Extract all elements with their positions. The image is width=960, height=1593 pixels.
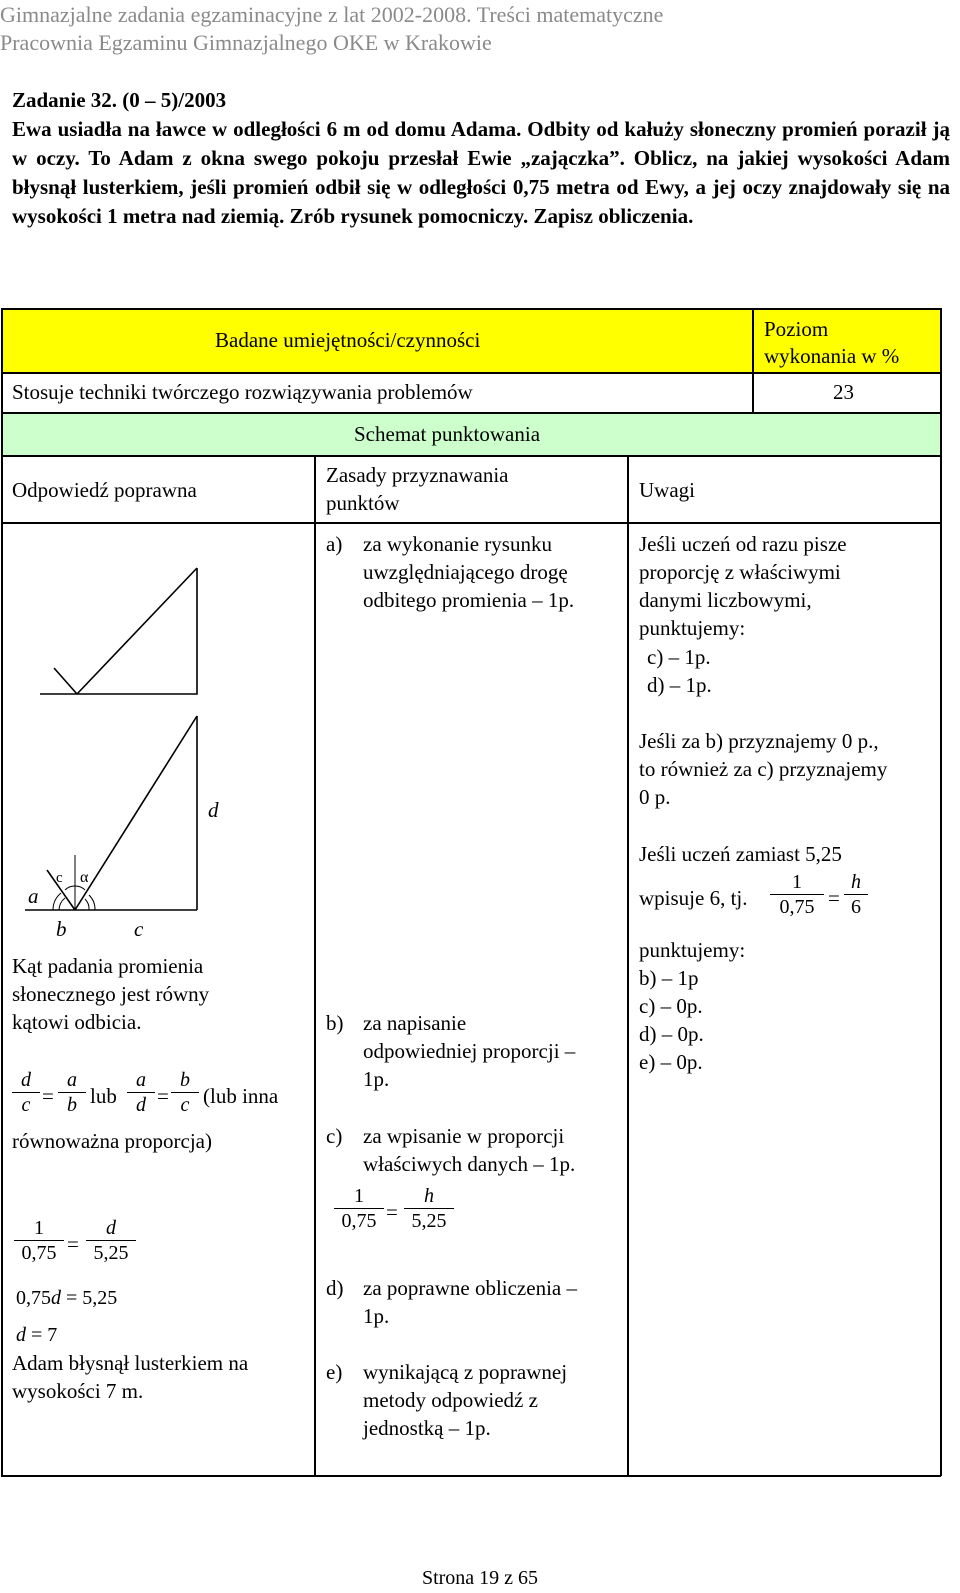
document-header-line1: Gimnazjalne zadania egzaminacyjne z lat 2002-2008. Treści matematyczne — [0, 2, 664, 27]
fig-label-c-small: c — [56, 870, 63, 886]
fig-label-c: c — [134, 917, 144, 941]
answer-column-header: Odpowiedź poprawna — [12, 478, 197, 502]
fig-label-alpha: α — [80, 869, 89, 886]
answer-text-line1: Kąt padania promienia — [12, 954, 204, 978]
notes-column-header: Uwagi — [639, 478, 695, 502]
note1-line3: danymi liczbowymi, — [639, 588, 812, 612]
conclusion-line2: wysokości 7 m. — [12, 1379, 144, 1403]
geometry-figure — [25, 710, 215, 915]
prop-tail: (lub inna — [203, 1084, 279, 1108]
note3-wpisuje: wpisuje 6, tj. — [639, 886, 748, 910]
note2-line1: Jeśli za b) przyznajemy 0 p., — [639, 729, 879, 753]
rule-c-equals: = — [386, 1200, 398, 1224]
page-number: Strona 19 z 65 — [421, 1567, 539, 1589]
note3-item-c: c) – 0p. — [639, 994, 703, 1018]
note3-frac-right: $\frac{h}{6}$ — [844, 870, 868, 919]
fig-label-d: d — [208, 798, 219, 822]
eq1-frac-right: $\frac{d}{5,25}$ — [86, 1216, 136, 1265]
note3-frac-left: $\frac{1}{0,75}$ — [770, 870, 824, 919]
eq1-frac-left: $\frac{1}{0,75}$ — [14, 1216, 64, 1265]
note3-equals: = — [828, 886, 840, 910]
note3-item-d: d) – 0p. — [639, 1022, 704, 1046]
answer-text-line2: słonecznego jest równy — [12, 982, 210, 1006]
prop-eq-2: = — [157, 1084, 169, 1108]
eq1-equals: = — [67, 1232, 79, 1256]
task-title: Zadanie 32. (0 – 5)/2003 — [12, 88, 227, 112]
note1-line2: proporcję z właściwymi — [639, 560, 841, 584]
prop-frac-a-b: $\frac{a}{b}$ — [58, 1068, 86, 1117]
rules-column-header-line1: Zasady przyznawania — [326, 463, 509, 487]
note1-item-c: c) – 1p. — [647, 645, 711, 669]
prop-lub: lub — [90, 1084, 117, 1108]
document-header-line2: Pracownia Egzaminu Gimnazjalnego OKE w Krakowie — [0, 30, 492, 55]
task-block — [12, 86, 950, 231]
conclusion-line1: Adam błysnął lusterkiem na — [12, 1351, 249, 1375]
level-column-header-line2: wykonania w % — [764, 344, 900, 368]
prop-tail-line2: równoważna proporcja) — [12, 1129, 212, 1153]
eq3-line: d = 7 — [16, 1324, 58, 1346]
note2-line3: 0 p. — [639, 785, 671, 809]
rule-c-frac-right: $\frac{h}{5,25}$ — [404, 1184, 454, 1233]
prop-frac-a-d: $\frac{a}{d}$ — [127, 1068, 155, 1117]
fig-label-a: a — [28, 884, 39, 908]
schema-header: Schemat punktowania — [354, 422, 541, 446]
task-body: Ewa usiadła na ławce w odległości 6 m od domu Adama. Odbity od kałuży słoneczny promień poraził ją w oczy. To Adam z okna swego pokoju przesłał Ewie „zajączka”. Oblicz, na jakiej wysokości Adam błysnął lusterkiem, jeśli promień odbił się w odległości 0,75 metra od Ewy, a jej oczy znajdowały się na wysokości 1 metra nad ziemią. Zrób rysunek pomocniczy. Zapisz obliczenia. — [12, 117, 950, 228]
note1-line4: punktujemy: — [639, 616, 746, 640]
fig-label-b: b — [56, 917, 67, 941]
skills-column-header: Badane umiejętności/czynności — [215, 328, 481, 352]
note3-item-e: e) – 0p. — [639, 1050, 703, 1074]
reflection-sketch — [40, 560, 210, 700]
level-column-header-line1: Poziom — [764, 317, 829, 341]
note1-line1: Jeśli uczeń od razu pisze — [639, 532, 847, 556]
eq2-line: 0,75d = 5,25 — [16, 1287, 118, 1309]
prop-frac-b-c: $\frac{b}{c}$ — [171, 1068, 199, 1117]
prop-eq-1: = — [42, 1084, 54, 1108]
note3-punktujemy: punktujemy: — [639, 938, 746, 962]
note3-line1: Jeśli uczeń zamiast 5,25 — [639, 842, 842, 866]
prop-frac-d-c: $\frac{d}{c}$ — [12, 1068, 40, 1117]
note1-item-d: d) – 1p. — [647, 673, 712, 697]
skill-description: Stosuje techniki twórczego rozwiązywania problemów — [12, 380, 473, 404]
note2-line2: to również za c) przyznajemy — [639, 757, 888, 781]
level-value: 23 — [833, 380, 854, 404]
answer-text-line3: kątowi odbicia. — [12, 1010, 142, 1034]
note3-item-b: b) – 1p — [639, 966, 699, 990]
rules-column-header-line2: punktów — [326, 491, 400, 515]
rule-c-frac-left: $\frac{1}{0,75}$ — [334, 1184, 384, 1233]
